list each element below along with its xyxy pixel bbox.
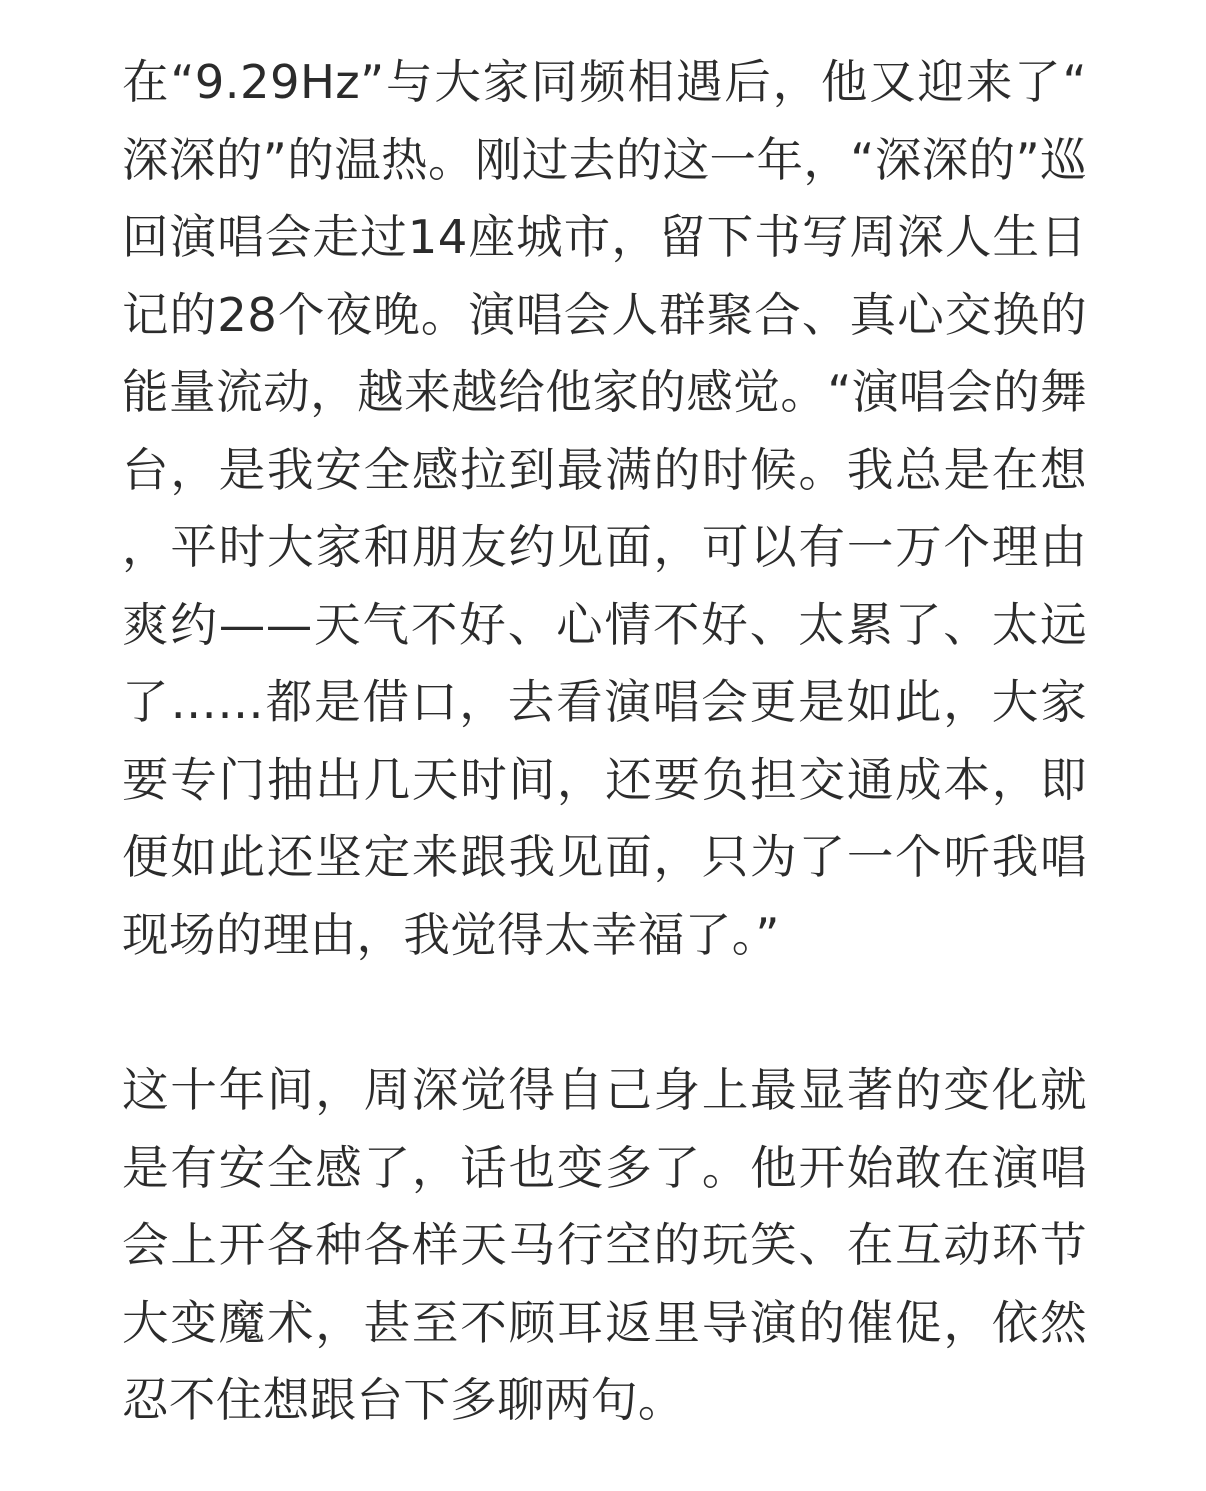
article-paragraph-1: 在“9.29Hz”与大家同频相遇后，他又迎来了“深深的”的温热。刚过去的这一年，“深深的”巡回演唱会走过14座城市，留下书写周深人生日记的28个夜晚。演唱会人群聚合、真心交换的能量流动，越来越给他家的感觉。“演唱会的舞台，是我安全感拉到最满的时候。我总是在想，平时大家和朋友约见面，可以有一万个理由爽约——天气不好、心情不好、太累了、太远了……都是借口，去看演唱会更是如此，大家要专门抽出几天时间，还要负担交通成本，即便如此还坚定来跟我见面，只为了一个听我唱现场的理由，我觉得太幸福了。” [122, 55, 1087, 962]
article-paragraph-2: 这十年间，周深觉得自己身上最显著的变化就是有安全感了，话也变多了。他开始敢在演唱会上开各种各样天马行空的玩笑、在互动环节大变魔术，甚至不顾耳返里导演的催促，依然忍不住想跟台下多聊两句。 [122, 1063, 1087, 1427]
article-body [122, 44, 1087, 1440]
